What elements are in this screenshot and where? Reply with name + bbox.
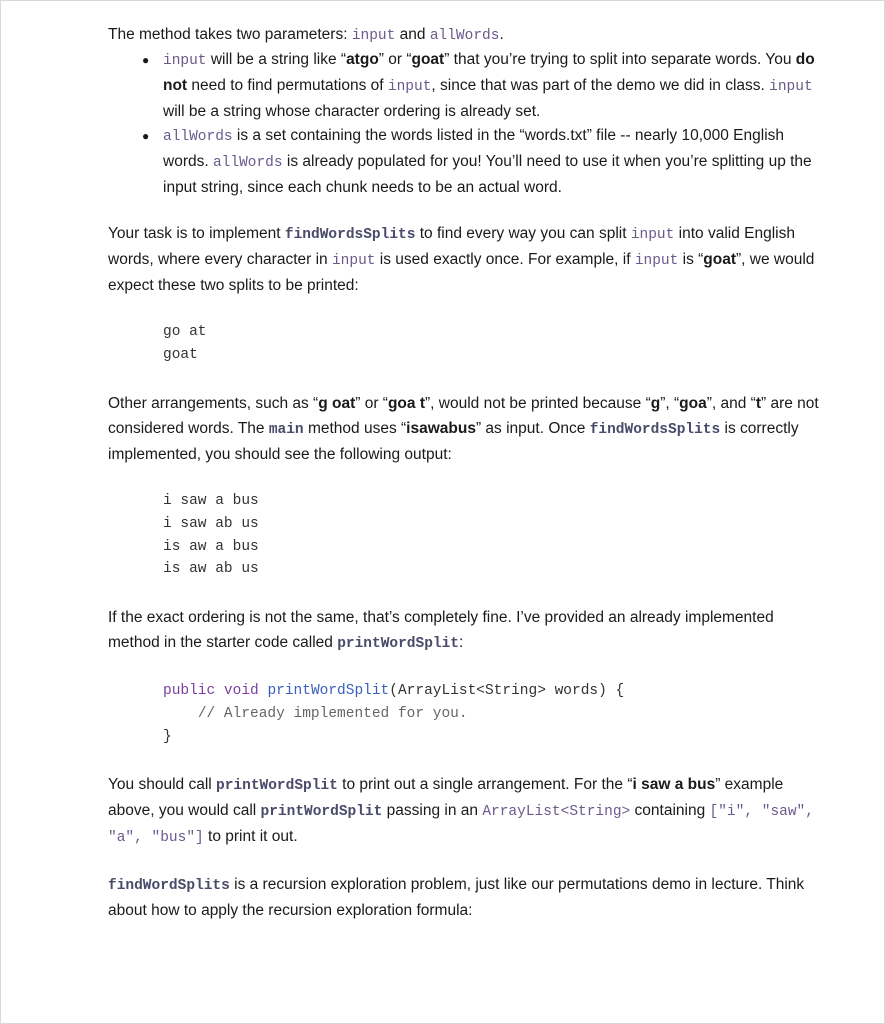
code-block-goat: go at goat [163,324,207,363]
bullet-icon: ● [142,129,150,144]
ordering-paragraph: If the exact ordering is not the same, that’s completely fine. I’ve provided an already implemented method in the starter code called printWordSplit: [108,609,774,652]
intro-paragraph: The method takes two parameters: input and allWords. [108,26,504,44]
bullet-icon: ● [142,53,150,67]
task-paragraph: Your task is to implement findWordsSplits to find every way you can split input into valid English words, where every character in input is used exactly once. For example, if input is “goat”, we would expect these two splits to be printed: [108,225,815,294]
recursion-paragraph: findWordSplits is a recursion exploration problem, just like our permutations demo in lecture. Think about how to apply the recursion exploration formula: [108,876,805,919]
call-paragraph: You should call printWordSplit to print out a single arrangement. For the “i saw a bus” example above, you would call printWordSplit passing in an ArrayList<String> containing ["i", "saw", "a", "bus"] to print it out. [108,776,814,846]
list-item: ● allWords is a set containing the words listed in the “words.txt” file -- nearly 10,000 English words. allWords is already populated for you! You’ll need to use it when you’re splitting up the input string, since each chunk needs to be an actual word. [108,124,818,200]
other-arrangements-paragraph: Other arrangements, such as “g oat” or “goa t”, would not be printed because “g”, “goa”, and “t” are not considered words. The main method uses “isawabus” as input. Once findWordsSplits is correctly implemented, you should see the following output: [108,395,819,463]
code-block-method: public void printWordSplit(ArrayList<String> words) { // Already implemented for you. } [163,683,625,745]
list-item: ● input will be a string like “atgo” or “goat” that you’re trying to split into separate words. You do not need to find permutations of input, since that was part of the demo we did in class. input will be a string whose character ordering is already set. [108,48,818,124]
parameter-list [108,48,818,201]
code-block-output: i saw a bus i saw ab us is aw a bus is aw ab us [163,493,259,578]
